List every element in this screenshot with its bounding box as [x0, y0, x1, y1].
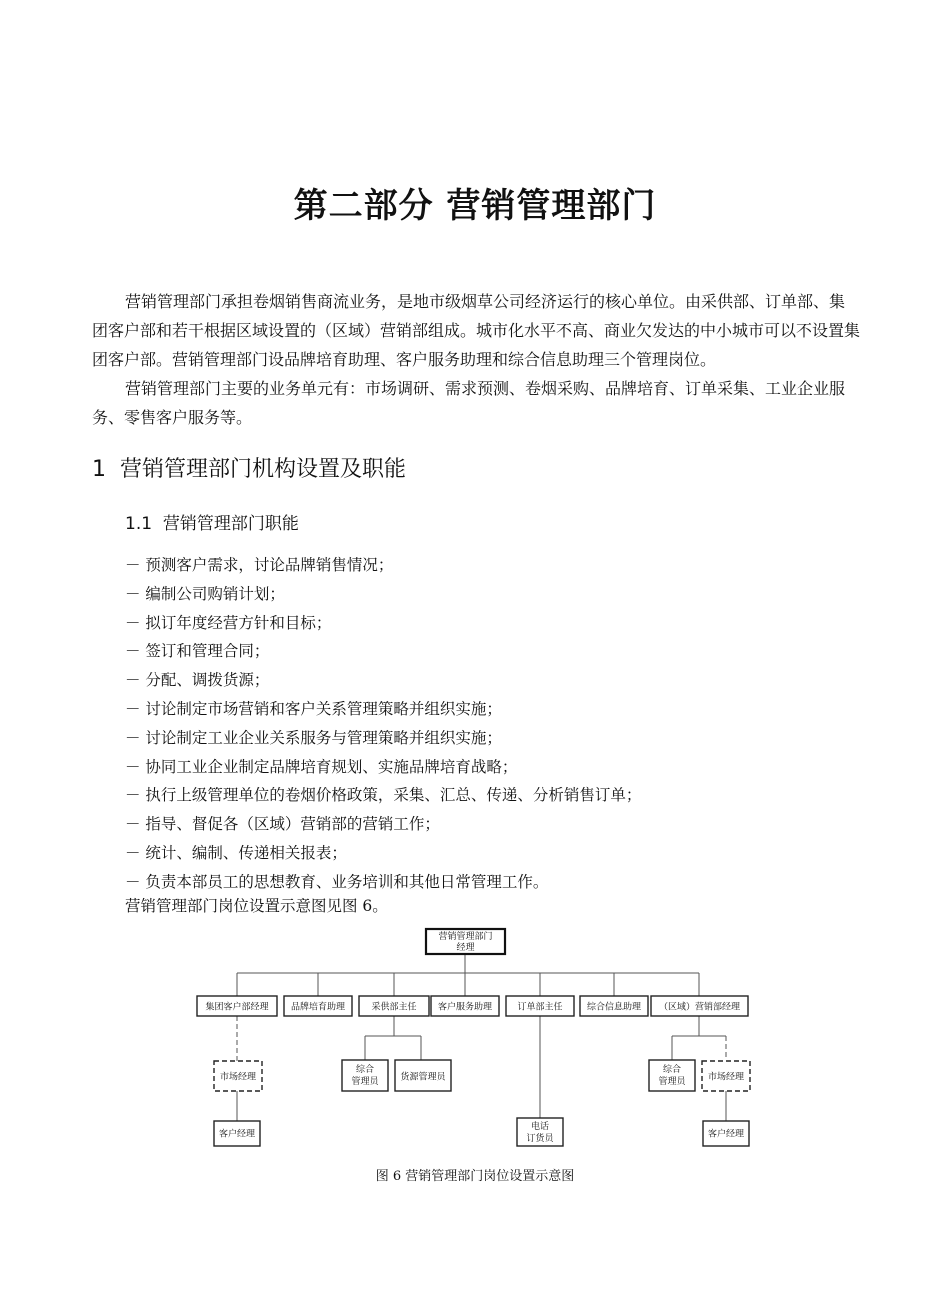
list-item: － 讨论制定市场营销和客户关系管理策略并组织实施；: [125, 699, 502, 718]
subsection-title: 营销管理部门职能: [162, 514, 299, 534]
figure-caption: 图 6 营销管理部门岗位设置示意图: [375, 1169, 575, 1184]
org-node-label: 订单部主任: [517, 1002, 563, 1013]
org-node-regional-manager: [651, 996, 748, 1016]
org-node-customer-service-assistant: [431, 996, 499, 1016]
org-node-label: 集团客户部经理: [205, 1002, 269, 1013]
list-item: － 拟订年度经营方针和目标；: [125, 613, 332, 632]
section-title: 营销管理部门机构设置及职能: [120, 457, 407, 482]
section-heading: [92, 452, 406, 483]
org-node-label: （区域）营销部经理: [658, 1002, 741, 1013]
list-item: － 编制公司购销计划；: [125, 584, 285, 603]
org-node-top: [426, 929, 505, 954]
org-node-order-director: [506, 996, 574, 1016]
subsection-number: 1.1: [125, 514, 153, 534]
list-item: － 指导、督促各（区域）营销部的营销工作；: [125, 815, 440, 834]
org-node-label: 订货员: [526, 1134, 554, 1144]
duties-list: [125, 551, 641, 897]
org-node-label: 采供部主任: [371, 1002, 417, 1013]
org-node-group-market-manager: [214, 1061, 262, 1091]
org-node-label: 货源管理员: [400, 1072, 446, 1083]
list-item: － 执行上级管理单位的卷烟价格政策，采集、汇总、传递、分析销售订单；: [125, 786, 642, 805]
org-node-label: 电话: [530, 1122, 550, 1132]
section-number: 1: [92, 457, 106, 482]
org-node-label: 品牌培育助理: [290, 1002, 346, 1013]
org-node-group-customer-manager-leaf: [214, 1121, 260, 1146]
intro-paragraph-1: 营销管理部门承担卷烟销售商流业务，是地市级烟草公司经济运行的核心单位。由采供部、订单部、集团客户部和若干根据区域设置的（区域）营销部组成。城市化水平不高、商业欠发达的中小城市可以不设置集团客户部。营销管理部门设品牌培育助理、客户服务助理和综合信息助理三个管理岗位。: [92, 292, 861, 369]
org-node-info-assistant: [580, 996, 648, 1016]
org-node-label: 市场经理: [219, 1072, 257, 1083]
org-node-group-customer-manager: [197, 996, 277, 1016]
org-node-top-line1: 营销管理部门: [438, 932, 493, 942]
org-node-label: 客户经理: [218, 1129, 256, 1140]
list-item: － 负责本部员工的思想教育、业务培训和其他日常管理工作。: [125, 872, 549, 891]
figure-reference: 营销管理部门岗位设置示意图见图 6。: [125, 897, 388, 915]
org-node-label: 综合: [355, 1065, 375, 1075]
subsection-heading: [125, 509, 299, 534]
list-item: － 协同工业企业制定品牌培育规划、实施品牌培育战略；: [125, 757, 518, 776]
org-node-label: 客户经理: [707, 1129, 745, 1140]
list-item: － 统计、编制、传递相关报表；: [125, 843, 347, 862]
org-node-supply-admin: [395, 1060, 451, 1091]
org-node-brand-assistant: [284, 996, 352, 1016]
org-node-procurement-director: [359, 996, 429, 1016]
org-node-label: 管理员: [658, 1077, 686, 1087]
org-node-label: 市场经理: [707, 1072, 745, 1083]
org-node-region-customer-manager: [703, 1121, 749, 1146]
org-node-region-general-admin: [649, 1060, 695, 1091]
list-item: － 签订和管理合同；: [125, 642, 270, 661]
list-item: － 分配、调拨货源；: [125, 671, 270, 690]
org-node-label: 综合信息助理: [586, 1002, 642, 1013]
list-item: － 预测客户需求，讨论品牌销售情况；: [125, 556, 394, 574]
org-node-top-line2: 经理: [456, 943, 475, 953]
org-node-label: 客户服务助理: [437, 1002, 493, 1013]
intro-paragraph-2: 营销管理部门主要的业务单元有：市场调研、需求预测、卷烟采购、品牌培育、订单采集、工业企业服务、零售客户服务等。: [92, 379, 846, 427]
page-title: 第二部分 营销管理部门: [293, 186, 657, 226]
org-chart: [0, 920, 950, 1160]
org-node-label: 管理员: [351, 1077, 379, 1087]
org-node-label: 综合: [662, 1065, 682, 1075]
org-node-region-market-manager: [702, 1061, 750, 1091]
org-node-phone-order-clerk: [517, 1118, 563, 1146]
list-item: － 讨论制定工业企业关系服务与管理策略并组织实施；: [125, 728, 502, 747]
org-node-procure-general-admin: [342, 1060, 388, 1091]
